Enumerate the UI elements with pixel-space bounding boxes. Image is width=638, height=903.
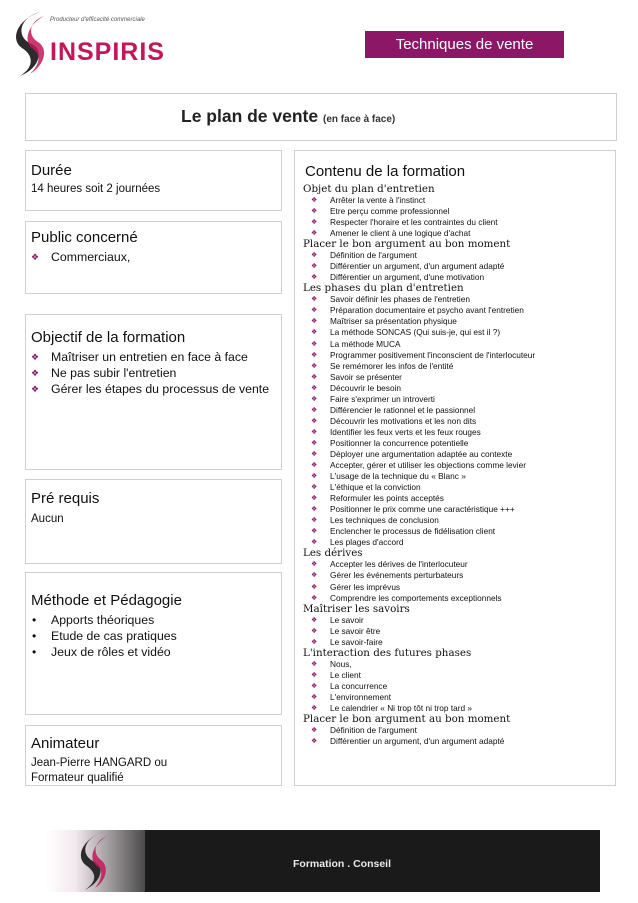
diamond-bullet-icon: ❖ [31, 252, 40, 262]
list-item: ❖ Accepter les dérives de l'interlocuteur [311, 559, 468, 570]
list-item: • Etude de cas pratiques [32, 629, 177, 643]
diamond-bullet-icon: ❖ [311, 351, 318, 359]
diamond-bullet-icon: ❖ [311, 638, 318, 646]
list-item: ❖ La méthode SONCAS (Qui suis-je, qui est il ?) [311, 327, 501, 338]
logo-swoosh-icon [10, 8, 50, 80]
diamond-bullet-icon: ❖ [31, 352, 40, 362]
list-item: ❖ L'éthique et la conviction [311, 482, 421, 493]
diamond-bullet-icon: ❖ [311, 417, 318, 425]
animateur-line2: Formateur qualifié [31, 772, 124, 784]
diamond-bullet-icon: ❖ [311, 384, 318, 392]
diamond-bullet-icon: ❖ [311, 484, 318, 492]
list-item: ❖ Se remémorer les infos de l'entité [311, 360, 454, 371]
list-item: ❖ Le savoir [311, 614, 364, 625]
list-item: ❖ Savoir définir les phases de l'entretien [311, 294, 470, 305]
prerequis-heading: Pré requis [31, 490, 100, 507]
diamond-bullet-icon: ❖ [311, 616, 318, 624]
list-item: • Jeux de rôles et vidéo [32, 645, 171, 659]
prerequis-text: Aucun [31, 513, 64, 525]
animateur-box [25, 725, 282, 786]
list-item: ❖ Les plages d'accord [311, 537, 404, 548]
list-item: ❖ Déployer une argumentation adaptée au contexte [311, 448, 513, 459]
list-item: ❖ Le savoir-faire [311, 636, 383, 647]
diamond-bullet-icon: ❖ [311, 428, 318, 436]
contenu-section-title: Les dérives [303, 547, 363, 560]
list-item: ❖ Programmer positivement l'inconscient de l'interlocuteur [311, 349, 536, 360]
diamond-bullet-icon: ❖ [311, 627, 318, 635]
title-sub: (en face à face) [323, 114, 396, 125]
diamond-bullet-icon: ❖ [311, 450, 318, 458]
duree-text: 14 heures soit 2 journées [31, 183, 161, 195]
public-heading: Public concerné [31, 229, 138, 246]
list-item: ❖ Maîtriser sa présentation physique [311, 316, 457, 327]
list-item: ❖ Identifier les feux verts et les feux rouges [311, 426, 481, 437]
page-title [181, 106, 395, 127]
list-item: ❖ Les techniques de conclusion [311, 515, 439, 526]
public-list [30, 249, 275, 265]
list-item: ❖ Positionner le prix comme une caractéristique +++ [311, 504, 515, 515]
list-item: ❖ Commerciaux, [31, 250, 131, 264]
list-item: ❖ Le client [311, 669, 361, 680]
diamond-bullet-icon: ❖ [311, 671, 318, 679]
diamond-bullet-icon: ❖ [311, 340, 318, 348]
methode-list [30, 612, 275, 660]
list-item: ❖ Définition de l'argument [311, 250, 417, 261]
list-item: ❖ Différentier un argument, d'un argument adapté [311, 736, 505, 747]
list-item: ❖ La concurrence [311, 680, 388, 691]
diamond-bullet-icon: ❖ [311, 506, 318, 514]
list-item: ❖ Etre perçu comme professionnel [311, 206, 450, 217]
list-item: ❖ Le savoir être [311, 625, 381, 636]
topic-banner: Techniques de vente [365, 31, 564, 58]
objectif-heading: Objectif de la formation [31, 329, 186, 346]
contenu-box [294, 150, 616, 786]
bullet-dot-icon: • [32, 613, 37, 627]
animateur-heading: Animateur [31, 735, 100, 752]
diamond-bullet-icon: ❖ [31, 384, 40, 394]
list-item: ❖ L'environnement [311, 691, 392, 702]
diamond-bullet-icon: ❖ [311, 439, 318, 447]
diamond-bullet-icon: ❖ [311, 561, 318, 569]
diamond-bullet-icon: ❖ [311, 495, 318, 503]
diamond-bullet-icon: ❖ [311, 528, 318, 536]
diamond-bullet-icon: ❖ [311, 693, 318, 701]
list-item: ❖ Enclencher le processus de fidélisation client [311, 526, 496, 537]
list-item: ❖ Comprendre les comportements exceptionnels [311, 592, 502, 603]
animateur-line1: Jean-Pierre HANGARD ou [31, 757, 168, 769]
footer-text: Formation . Conseil [293, 858, 392, 870]
diamond-bullet-icon: ❖ [311, 462, 318, 470]
list-item: ❖ Différencier le rationnel et le passionnel [311, 404, 476, 415]
contenu-list [303, 184, 611, 747]
diamond-bullet-icon: ❖ [311, 583, 318, 591]
methode-heading: Méthode et Pédagogie [31, 592, 182, 609]
list-item: ❖ Accepter, gérer et utiliser les objections comme levier [311, 460, 526, 471]
objectif-list [30, 349, 275, 397]
diamond-bullet-icon: ❖ [311, 682, 318, 690]
diamond-bullet-icon: ❖ [311, 208, 318, 216]
footer-logo [45, 830, 145, 892]
diamond-bullet-icon: ❖ [311, 252, 318, 260]
logo-tagline: Producteur d'efficacité commerciale [50, 17, 145, 23]
duree-heading: Durée [31, 162, 72, 179]
diamond-bullet-icon: ❖ [311, 539, 318, 547]
diamond-bullet-icon: ❖ [311, 362, 318, 370]
list-item: ❖ Ne pas subir l'entretien [31, 366, 177, 380]
list-item: ❖ L'usage de la technique du « Blanc » [311, 471, 466, 482]
diamond-bullet-icon: ❖ [311, 263, 318, 271]
diamond-bullet-icon: ❖ [311, 373, 318, 381]
diamond-bullet-icon: ❖ [311, 704, 318, 712]
contenu-section-title: L'interaction des futures phases [303, 646, 472, 659]
contenu-section-title: Placer le bon argument au bon moment [303, 238, 511, 251]
diamond-bullet-icon: ❖ [311, 395, 318, 403]
duree-box [25, 150, 282, 211]
list-item: ❖ Gérer les événements perturbateurs [311, 570, 464, 581]
diamond-bullet-icon: ❖ [311, 726, 318, 734]
contenu-section-title: Placer le bon argument au bon moment [303, 712, 511, 725]
list-item: ❖ Maîtriser un entretien en face à face [31, 350, 248, 364]
list-item: ❖ Gérer les étapes du processus de vente [31, 382, 270, 396]
title-main: Le plan de vente [181, 106, 319, 126]
list-item: ❖ La méthode MUCA [311, 338, 401, 349]
bullet-dot-icon: • [32, 645, 37, 659]
title-box [25, 93, 617, 141]
diamond-bullet-icon: ❖ [311, 219, 318, 227]
contenu-heading: Contenu de la formation [305, 163, 466, 180]
objectif-box [25, 314, 282, 470]
list-item: ❖ Reformuler les points acceptés [311, 493, 444, 504]
list-item: ❖ Gérer les imprévus [311, 581, 401, 592]
diamond-bullet-icon: ❖ [311, 230, 318, 238]
contenu-section-title: Objet du plan d'entretien [303, 183, 435, 195]
list-item: ❖ Différentier un argument, d'une motivation [311, 272, 485, 283]
list-item: ❖ Découvrir les motivations et les non dits [311, 415, 477, 426]
diamond-bullet-icon: ❖ [311, 329, 318, 337]
diamond-bullet-icon: ❖ [311, 517, 318, 525]
list-item: ❖ Respecter l'horaire et les contraintes du client [311, 217, 498, 228]
list-item: ❖ Préparation documentaire et psycho avant l'entretien [311, 305, 524, 316]
footer-swoosh-icon [73, 830, 113, 892]
diamond-bullet-icon: ❖ [311, 197, 318, 204]
diamond-bullet-icon: ❖ [311, 274, 318, 282]
list-item: ❖ Différentier un argument, d'un argument adapté [311, 261, 505, 272]
diamond-bullet-icon: ❖ [311, 296, 318, 304]
list-item: • Apports théoriques [32, 613, 155, 627]
list-item: ❖ Découvrir le besoin [311, 382, 402, 393]
list-item: ❖ Le calendrier « Ni trop tôt ni trop tard » [311, 702, 473, 713]
contenu-section-title: Maîtriser les savoirs [303, 602, 410, 615]
diamond-bullet-icon: ❖ [311, 406, 318, 414]
diamond-bullet-icon: ❖ [311, 594, 318, 602]
list-item: ❖ Amener le client à une logique d'achat [311, 228, 471, 239]
list-item: ❖ Arrêter la vente à l'instinct [311, 195, 426, 205]
diamond-bullet-icon: ❖ [311, 307, 318, 315]
diamond-bullet-icon: ❖ [311, 318, 318, 326]
diamond-bullet-icon: ❖ [311, 660, 318, 668]
diamond-bullet-icon: ❖ [31, 368, 40, 378]
methode-box [25, 572, 282, 715]
diamond-bullet-icon: ❖ [311, 738, 318, 746]
prerequis-box [25, 479, 282, 564]
contenu-section-title: Les phases du plan d'entretien [303, 282, 464, 295]
footer-banner [45, 830, 600, 892]
list-item: ❖ Positionner la concurrence potentielle [311, 437, 469, 448]
public-box [25, 221, 282, 294]
diamond-bullet-icon: ❖ [311, 572, 318, 580]
list-item: ❖ Définition de l'argument [311, 724, 417, 735]
bullet-dot-icon: • [32, 629, 37, 643]
diamond-bullet-icon: ❖ [311, 473, 318, 481]
list-item: ❖ Savoir se présenter [311, 371, 402, 382]
list-item: ❖ Nous, [311, 658, 352, 669]
list-item: ❖ Faire s'exprimer un introverti [311, 393, 435, 404]
logo-name: INSPIRIS [50, 38, 165, 66]
